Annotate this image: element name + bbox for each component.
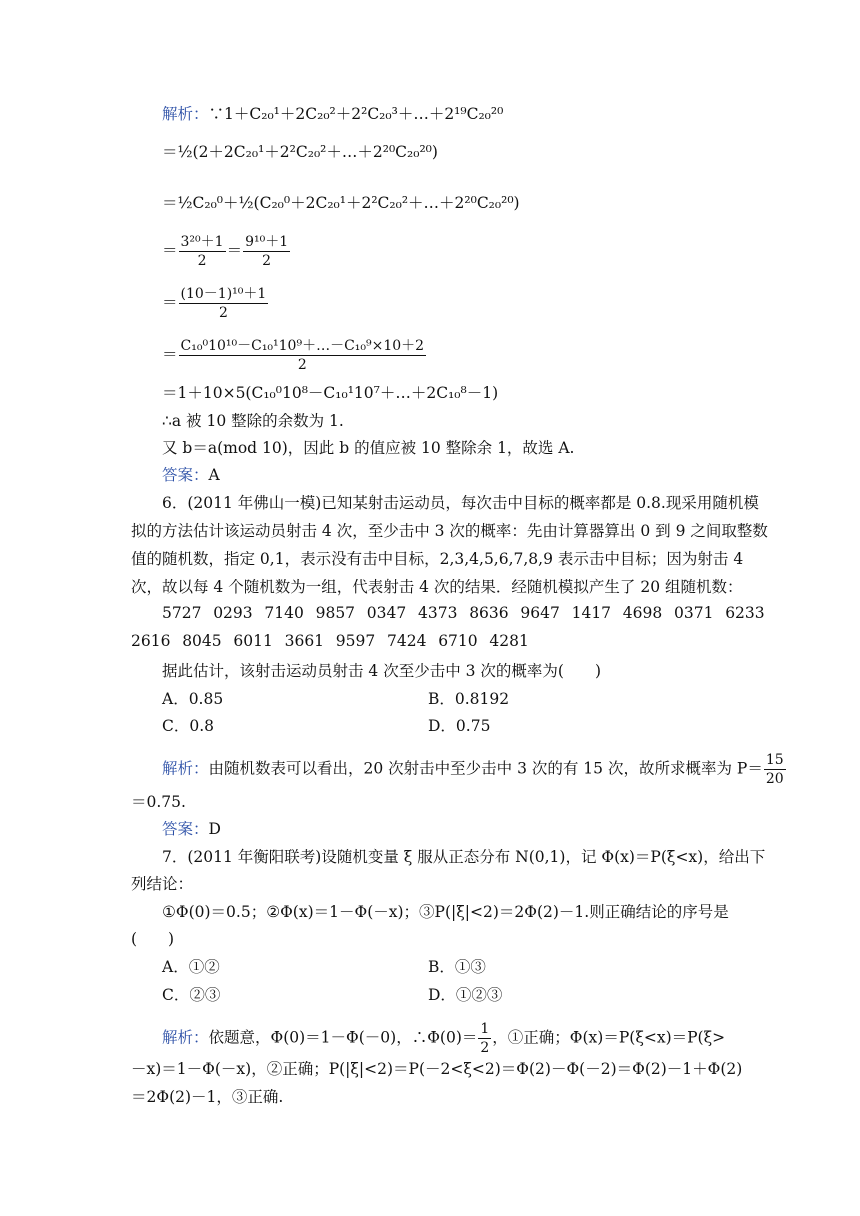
option-b: B．0.8192: [428, 690, 510, 708]
random-number: 5727: [162, 604, 202, 622]
numerator: C₁₀⁰10¹⁰－C₁₀¹10⁹＋…－C₁₀⁹×10＋2: [180, 338, 425, 354]
solution-text: 依题意，Φ(0)＝1－Φ(－0)，∴Φ(0)＝: [208, 1028, 478, 1047]
solution-6-line-2: ＝0.75.: [131, 793, 186, 811]
numerator: 3²⁰＋1: [180, 234, 224, 250]
option-d: D．①②③: [428, 986, 503, 1004]
option-d: D．0.75: [428, 717, 491, 735]
fraction: [179, 233, 226, 270]
random-number: 1417: [571, 604, 612, 622]
solution-7-line-2: －x)＝1－Φ(－x)，②正确；P(|ξ|<2)＝P(－2<ξ<2)＝Φ(2)－Φ(－2)＝Φ(2)－1＋Φ(2): [131, 1060, 743, 1078]
random-number: 8636: [469, 604, 509, 622]
numerator: 1: [480, 1021, 490, 1037]
answer-6: [162, 818, 221, 840]
solution-5-line-8: ∴a 被 10 整除的余数为 1.: [162, 412, 344, 430]
numerator: (10－1)¹⁰＋1: [180, 286, 267, 302]
option-a: A．①②: [162, 958, 220, 976]
random-number: 8045: [182, 632, 222, 650]
random-number: 2616: [131, 632, 171, 650]
random-number: 4281: [489, 632, 529, 650]
solution-5-line-1: [162, 103, 503, 125]
random-number: 4373: [418, 604, 458, 622]
solution-label: 解析：: [162, 1028, 209, 1047]
question-7-line-3: ①Φ(0)＝0.5；②Φ(x)＝1－Φ(－x)；③P(|ξ|<2)＝2Φ(2)－1.则正确结论的序号是: [162, 903, 729, 921]
random-number: 9647: [520, 604, 560, 622]
fraction: [478, 1020, 491, 1057]
solution-5-line-2: ＝½(2＋2C₂₀¹＋2²C₂₀²＋…＋2²⁰C₂₀²⁰): [162, 143, 438, 161]
option-c: C．0.8: [162, 717, 215, 735]
solution-label: 解析：: [162, 105, 209, 123]
denominator: 20: [765, 771, 784, 787]
numerator: 15: [765, 752, 784, 768]
random-number: 3661: [284, 632, 325, 650]
question-7-line-4: ( ): [131, 930, 175, 948]
random-number: 7140: [264, 604, 304, 622]
denominator: 2: [197, 253, 207, 269]
option-b: B．①③: [428, 958, 486, 976]
random-number: 9597: [335, 632, 376, 650]
solution-5-line-3: ＝½C₂₀⁰＋½(C₂₀⁰＋2C₂₀¹＋2²C₂₀²＋…＋2²⁰C₂₀²⁰): [162, 194, 520, 212]
solution-5-line-4: ＝ $\frac{\text{3²⁰＋1}}{2}$ ＝ $\frac{\text{9¹⁰＋1}}{2}$: [162, 234, 289, 269]
answer-value: A: [208, 466, 220, 484]
fraction: [179, 285, 269, 322]
solution-5-line-7: ＝1＋10×5(C₁₀⁰10⁸－C₁₀¹10⁷＋…＋2C₁₀⁸－1): [162, 384, 499, 402]
question-7-line-1: 7．(2011 年衡阳联考)设随机变量 ξ 服从正态分布 N(0,1)，记 Φ(x)＝P(ξ<x)，给出下: [162, 848, 766, 866]
math-expression: ∵1＋C₂₀¹＋2C₂₀²＋2²C₂₀³＋…＋2¹⁹C₂₀²⁰: [208, 105, 504, 123]
fraction: [764, 751, 786, 788]
answer-5: [162, 464, 220, 486]
solution-text: 由随机数表可以看出，20 次射击中至少击中 3 次的有 15 次，故所求概率为 P＝: [208, 759, 763, 778]
random-number: 6710: [438, 632, 478, 650]
question-7-line-2: 列结论：: [131, 875, 194, 893]
solution-5-line-6: ＝ $\frac{\text{C₁₀⁰10¹⁰－C₁₀¹10⁹＋…－C₁₀⁹×10＋2}}{2}$: [162, 338, 425, 373]
option-c: C．②③: [162, 986, 221, 1004]
solution-7-line-1: [162, 1020, 725, 1057]
random-number: 0347: [366, 604, 407, 622]
question-6-line-4: 次，故以每 4 个随机数为一组，代表射击 4 次的结果．经随机模拟产生了 20 组随机数：: [131, 578, 743, 596]
denominator: 2: [480, 1040, 490, 1056]
question-6-line-1: 6．(2011 年佛山一模)已知某射击运动员，每次击中目标的概率都是 0.8.现采用随机模: [162, 494, 759, 512]
random-number: 4698: [622, 604, 663, 622]
denominator: 2: [297, 357, 307, 373]
numerator: 9¹⁰＋1: [245, 234, 289, 250]
random-number: 0293: [213, 604, 253, 622]
answer-label: 答案：: [162, 820, 209, 838]
fraction: [179, 337, 427, 374]
question-6-line-3: 值的随机数，指定 0,1，表示没有击中目标，2,3,4,5,6,7,8,9 表示击中目标；因为射击 4: [131, 550, 744, 568]
random-number: 6011: [233, 632, 273, 650]
option-a: A．0.85: [162, 690, 224, 708]
solution-label: 解析：: [162, 759, 209, 778]
question-6-line-2: 拟的方法估计该运动员射击 4 次，至少击中 3 次的概率：先由计算器算出 0 到 9 之间取整数: [131, 522, 768, 540]
solution-5-line-9: 又 b＝a(mod 10)，因此 b 的值应被 10 整除余 1，故选 A.: [162, 439, 575, 457]
denominator: 2: [218, 305, 228, 321]
solution-6-line-1: [162, 751, 787, 788]
denominator: 2: [262, 253, 272, 269]
random-number: 9857: [315, 604, 356, 622]
answer-value: D: [208, 820, 221, 838]
solution-7-line-3: ＝2Φ(2)－1，③正确.: [131, 1088, 284, 1106]
question-6-prompt: 据此估计，该射击运动员射击 4 次至少击中 3 次的概率为( ): [162, 662, 602, 680]
solution-5-line-5: ＝ $\frac{\text{(10－1)¹⁰＋1}}{2}$: [162, 286, 267, 321]
solution-text: ，①正确；Φ(x)＝P(ξ<x)＝P(ξ>: [492, 1028, 726, 1047]
answer-label: 答案：: [162, 466, 209, 484]
random-number: 0371: [674, 604, 714, 622]
fraction: [243, 233, 290, 270]
random-number: 6233: [725, 604, 765, 622]
random-number: 7424: [387, 632, 427, 650]
